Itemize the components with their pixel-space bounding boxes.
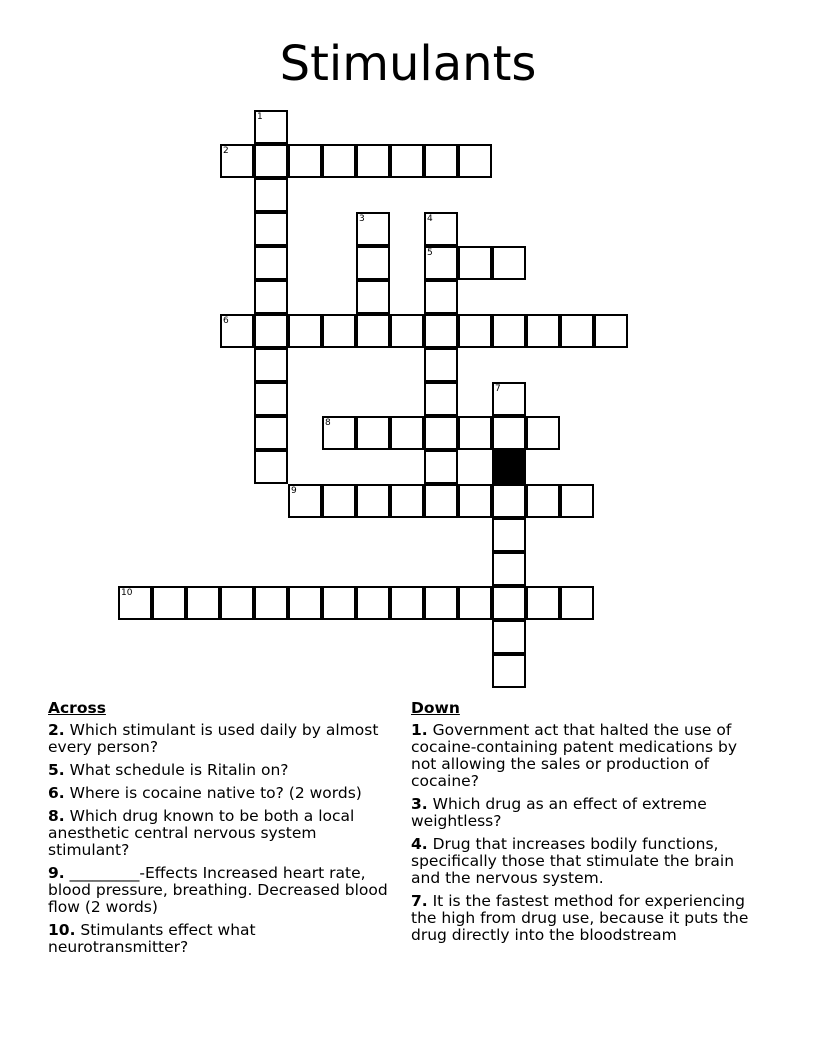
grid-cell[interactable] [390, 144, 424, 178]
clue-text: Which stimulant is used daily by almost every person? [48, 721, 379, 756]
grid-cell[interactable] [526, 314, 560, 348]
clue-label: 5. [48, 761, 65, 779]
across-clue [48, 865, 400, 916]
grid-cell[interactable] [254, 314, 288, 348]
across-clue [48, 785, 400, 802]
grid-cell[interactable] [254, 280, 288, 314]
grid-cell[interactable] [560, 586, 594, 620]
clue-text: Government act that halted the use of cocaine-containing patent medications by not allowing the sales or production of cocaine? [411, 721, 737, 790]
grid-cell[interactable] [526, 416, 560, 450]
clue-label: 6. [48, 784, 65, 802]
grid-cell[interactable] [152, 586, 186, 620]
clue-label: 9. [48, 864, 65, 882]
grid-cell[interactable] [356, 314, 390, 348]
grid-cell[interactable] [492, 586, 526, 620]
grid-cell[interactable] [492, 246, 526, 280]
grid-cell[interactable] [288, 586, 322, 620]
clue-number: 5 [427, 248, 433, 258]
grid-cell[interactable] [356, 586, 390, 620]
grid-cell[interactable] [356, 484, 390, 518]
clue-label: 7. [411, 892, 428, 910]
down-clue [411, 722, 766, 790]
grid-cell[interactable] [424, 586, 458, 620]
down-clue [411, 836, 766, 887]
across-clue [48, 808, 400, 859]
grid-cell[interactable] [322, 144, 356, 178]
grid-cell[interactable] [322, 416, 356, 450]
grid-cell[interactable] [220, 586, 254, 620]
grid-cell[interactable] [390, 484, 424, 518]
grid-cell[interactable] [254, 144, 288, 178]
blocked-cell [492, 450, 526, 484]
grid-cell[interactable] [254, 416, 288, 450]
clue-number: 10 [121, 588, 133, 598]
grid-cell[interactable] [492, 416, 526, 450]
grid-cell[interactable] [560, 484, 594, 518]
grid-cell[interactable] [424, 450, 458, 484]
grid-cell[interactable] [424, 314, 458, 348]
grid-cell[interactable] [560, 314, 594, 348]
puzzle-title: Stimulants [279, 36, 537, 92]
grid-cell[interactable] [254, 110, 288, 144]
grid-cell[interactable] [288, 484, 322, 518]
grid-cell[interactable] [492, 382, 526, 416]
across-clue [48, 922, 400, 956]
grid-cell[interactable] [220, 314, 254, 348]
grid-cell[interactable] [492, 552, 526, 586]
grid-cell[interactable] [424, 212, 458, 246]
clue-number: 3 [359, 214, 365, 224]
grid-cell[interactable] [186, 586, 220, 620]
grid-cell[interactable] [424, 484, 458, 518]
clue-text: Drug that increases bodily functions, specifically those that stimulate the brain and the nervous system. [411, 835, 735, 887]
clue-number: 1 [257, 112, 263, 122]
grid-cell[interactable] [254, 382, 288, 416]
down-clue [411, 796, 766, 830]
down-heading: Down [411, 699, 460, 717]
grid-cell[interactable] [492, 484, 526, 518]
clue-number: 8 [325, 418, 331, 428]
grid-cell[interactable] [390, 314, 424, 348]
grid-cell[interactable] [322, 484, 356, 518]
grid-cell[interactable] [254, 246, 288, 280]
across-clues [48, 700, 400, 962]
across-heading: Across [48, 699, 106, 717]
grid-cell[interactable] [322, 586, 356, 620]
across-clue [48, 722, 400, 756]
down-clue-list [411, 722, 766, 944]
across-clue-list [48, 722, 400, 956]
grid-cell[interactable] [458, 484, 492, 518]
clue-label: 3. [411, 795, 428, 813]
grid-cell[interactable] [254, 586, 288, 620]
grid-cell[interactable] [458, 416, 492, 450]
grid-cell[interactable] [424, 280, 458, 314]
grid-cell[interactable] [492, 518, 526, 552]
clue-text: Which drug as an effect of extreme weightless? [411, 795, 707, 830]
grid-cell[interactable] [492, 620, 526, 654]
clue-label: 10. [48, 921, 76, 939]
grid-cell[interactable] [424, 144, 458, 178]
grid-cell[interactable] [424, 382, 458, 416]
grid-cell[interactable] [458, 314, 492, 348]
clue-text: Stimulants effect what neurotransmitter? [48, 921, 256, 956]
grid-cell[interactable] [390, 416, 424, 450]
grid-cell[interactable] [254, 212, 288, 246]
clue-label: 4. [411, 835, 428, 853]
down-clue [411, 893, 766, 944]
grid-cell[interactable] [254, 450, 288, 484]
grid-cell[interactable] [424, 416, 458, 450]
grid-cell[interactable] [254, 178, 288, 212]
clue-text: It is the fastest method for experiencing the high from drug use, because it puts the drug directly into the bloodstream [411, 892, 749, 944]
clue-label: 1. [411, 721, 428, 739]
grid-cell[interactable] [356, 416, 390, 450]
grid-cell[interactable] [458, 586, 492, 620]
grid-cell[interactable] [526, 586, 560, 620]
clue-label: 2. [48, 721, 65, 739]
grid-cell[interactable] [322, 314, 356, 348]
clue-number: 2 [223, 146, 229, 156]
clue-label: 8. [48, 807, 65, 825]
clue-text: What schedule is Ritalin on? [64, 761, 289, 779]
clue-text: Where is cocaine native to? (2 words) [64, 784, 362, 802]
clue-number: 6 [223, 316, 229, 326]
clue-number: 4 [427, 214, 433, 224]
clue-text: Which drug known to be both a local anesthetic central nervous system stimulant? [48, 807, 355, 859]
grid-cell[interactable] [492, 314, 526, 348]
grid-cell[interactable] [424, 246, 458, 280]
across-clue [48, 762, 400, 779]
grid-cell[interactable] [118, 586, 152, 620]
grid-cell[interactable] [254, 348, 288, 382]
grid-cell[interactable] [492, 654, 526, 688]
clue-number: 9 [291, 486, 297, 496]
grid-cell[interactable] [356, 212, 390, 246]
down-clues [411, 700, 766, 950]
grid-cell[interactable] [356, 144, 390, 178]
grid-cell[interactable] [458, 246, 492, 280]
clue-text: _________-Effects Increased heart rate, blood pressure, breathing. Decreased blood flow (2 words) [48, 864, 388, 916]
grid-cell[interactable] [356, 280, 390, 314]
grid-cell[interactable] [288, 144, 322, 178]
clue-number: 7 [495, 384, 501, 394]
grid-cell[interactable] [424, 348, 458, 382]
grid-cell[interactable] [594, 314, 628, 348]
grid-cell[interactable] [526, 484, 560, 518]
grid-cell[interactable] [356, 246, 390, 280]
grid-cell[interactable] [288, 314, 322, 348]
grid-cell[interactable] [458, 144, 492, 178]
grid-cell[interactable] [390, 586, 424, 620]
grid-cell[interactable] [220, 144, 254, 178]
